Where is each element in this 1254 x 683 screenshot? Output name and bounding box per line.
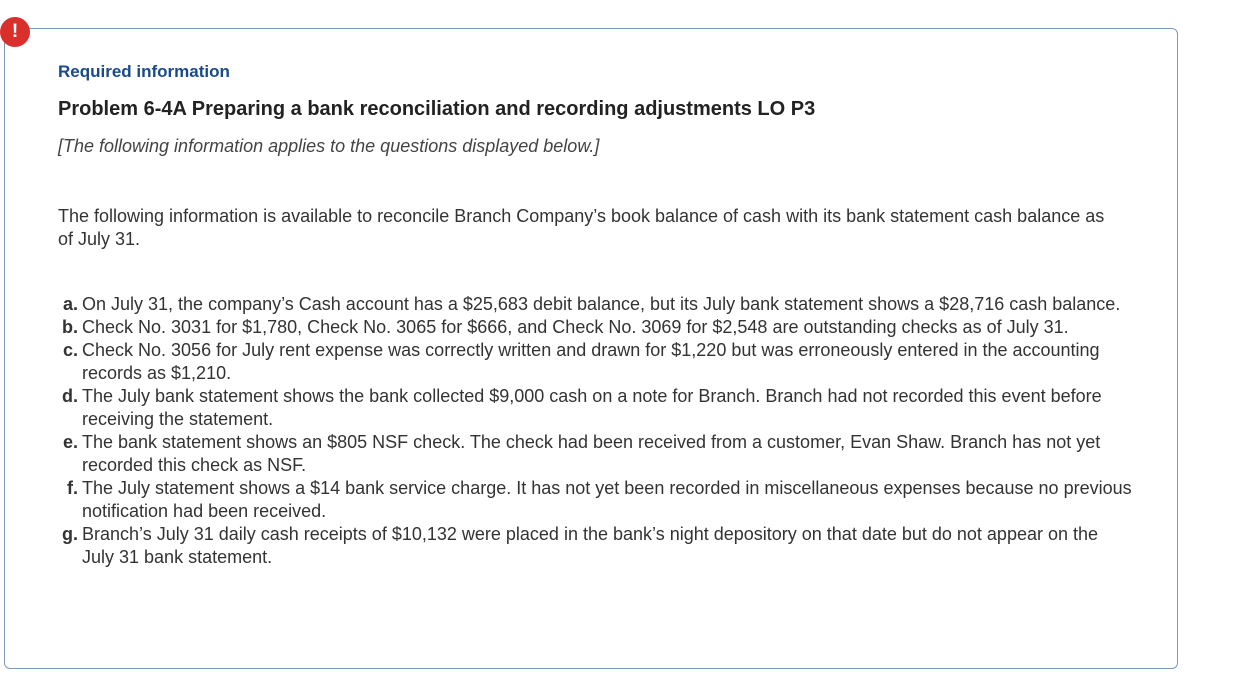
applies-note: [The following information applies to the questions displayed below.]	[58, 136, 600, 156]
intro-paragraph: The following information is available to reconcile Branch Company’s book balance of cash with its bank statement cash balance as of July 31.	[58, 206, 1105, 249]
exclamation-alert-icon: !	[0, 17, 30, 47]
info-item-d	[54, 385, 1134, 431]
item-letter: d.	[62, 386, 78, 406]
item-text: Check No. 3056 for July rent expense was correctly written and drawn for $1,220 but was erroneously entered in the accounting records as $1,210.	[82, 340, 1100, 383]
info-item-list	[54, 293, 1134, 569]
info-item-b	[54, 316, 1134, 339]
info-item-g	[54, 523, 1134, 569]
required-info-heading: Required information	[58, 62, 230, 81]
item-letter: a.	[62, 294, 78, 314]
item-text: The bank statement shows an $805 NSF check. The check had been received from a customer, Evan Shaw. Branch has not yet recorded this check as NSF.	[82, 432, 1101, 475]
item-letter: c.	[62, 340, 78, 360]
item-text: On July 31, the company’s Cash account has a $25,683 debit balance, but its July bank statement shows a $28,716 cash balance.	[82, 294, 1121, 314]
info-item-f	[54, 477, 1134, 523]
info-item-e	[54, 431, 1134, 477]
item-text: The July bank statement shows the bank collected $9,000 cash on a note for Branch. Branch had not recorded this event before receiving the statement.	[82, 386, 1102, 429]
info-item-c	[54, 339, 1134, 385]
problem-title: Problem 6-4A Preparing a bank reconciliation and recording adjustments LO P3	[58, 98, 816, 120]
item-letter: f.	[67, 478, 78, 498]
info-item-a	[54, 293, 1134, 316]
item-text: Branch’s July 31 daily cash receipts of $10,132 were placed in the bank’s night depository on that date but do not appear on the July 31 bank statement.	[82, 524, 1099, 567]
item-text: The July statement shows a $14 bank service charge. It has not yet been recorded in miscellaneous expenses because no previous notification had been received.	[82, 478, 1132, 521]
item-letter: b.	[62, 317, 78, 337]
item-text: Check No. 3031 for $1,780, Check No. 3065 for $666, and Check No. 3069 for $2,548 are outstanding checks as of July 31.	[82, 317, 1069, 337]
item-letter: e.	[62, 432, 78, 452]
required-info-card	[4, 28, 1178, 669]
item-letter: g.	[62, 524, 78, 544]
